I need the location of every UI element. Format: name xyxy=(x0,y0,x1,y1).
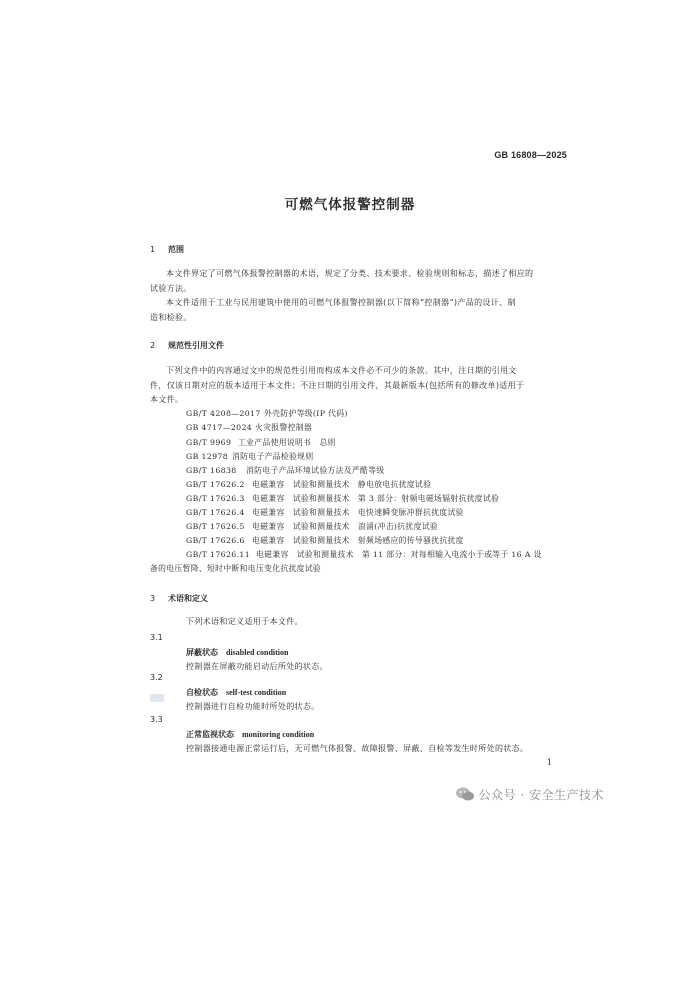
watermark-text: 公众号 · 安全生产技术 xyxy=(478,788,604,802)
section-title: 规范性引用文件 xyxy=(168,341,224,350)
section-1-heading xyxy=(150,244,184,255)
text-line: 造和检验。 xyxy=(150,312,192,322)
section-number: 3 xyxy=(150,594,156,603)
reference-title: 电磁兼容 试验和测量技术 电快速瞬变脉冲群抗扰度试验 xyxy=(252,508,464,517)
reference-title: 电磁兼容 试验和测量技术 第 11 部分：对每相输入电流小于或等于 16 A 设 xyxy=(256,550,542,559)
reference-title: 电磁兼容 试验和测量技术 射频场感应的传导骚扰抗扰度 xyxy=(252,536,464,545)
reference-title: 火灾报警控制器 xyxy=(255,423,313,432)
reference-code: GB/T 9969 xyxy=(186,438,232,447)
reference-item xyxy=(186,422,312,433)
watermark xyxy=(455,786,604,805)
term-chinese: 屏蔽状态 xyxy=(186,648,218,657)
term-english: disabled condition xyxy=(226,648,289,657)
term-english: monitoring condition xyxy=(242,730,315,739)
reference-title: 电磁兼容 试验和测量技术 浪涌(冲击)抗扰度试验 xyxy=(252,522,439,531)
term-chinese: 自检状态 xyxy=(186,688,218,697)
scope-paragraph-2 xyxy=(150,296,570,325)
reference-code: GB 12978 xyxy=(186,452,229,461)
reference-item xyxy=(186,507,464,518)
term-definition: 控制器进行自检功能时所处的状态。 xyxy=(186,702,320,711)
term-chinese: 正常监视状态 xyxy=(186,730,234,739)
reference-item xyxy=(186,408,348,419)
reference-item xyxy=(186,521,438,532)
term-heading xyxy=(186,687,286,698)
term-number: 3.3 xyxy=(150,715,163,724)
reference-title: 工业产品使用说明书 总则 xyxy=(238,438,336,447)
text-line: 下列文件中的内容通过文中的规范性引用而构成本文件必不可少的条款。其中，注日期的引用文 xyxy=(166,366,517,375)
term-english: self-test condition xyxy=(226,688,287,697)
document-title: 可燃气体报警控制器 xyxy=(284,197,416,213)
term-definition: 控制器在屏蔽功能启动后所处的状态。 xyxy=(186,662,328,671)
reference-title: 消防电子产品环境试验方法及严酷等级 xyxy=(246,466,385,475)
text-line: 本文件界定了可燃气体报警控制器的术语，规定了分类、技术要求、检验规则和标志，描述了相应的 xyxy=(166,269,534,278)
section-number: 1 xyxy=(150,245,156,254)
term-heading xyxy=(186,647,288,658)
section-number: 2 xyxy=(150,341,156,350)
section-3-heading xyxy=(150,593,208,604)
reference-code: GB/T 17626.3 xyxy=(186,494,245,503)
wechat-icon xyxy=(455,786,475,805)
reference-code: GB/T 16838 xyxy=(186,466,237,475)
reference-title: 电磁兼容 试验和测量技术 静电放电抗扰度试验 xyxy=(252,480,432,489)
margin-mark-icon xyxy=(150,688,164,698)
reference-item xyxy=(186,451,313,462)
term-heading xyxy=(186,729,314,740)
section-2-heading xyxy=(150,340,224,351)
reference-item xyxy=(186,479,431,490)
text-line: 本文件。 xyxy=(150,395,184,404)
reference-title: 外壳防护等级(IP 代码) xyxy=(264,409,348,418)
reference-code: GB/T 17626.11 xyxy=(186,550,251,559)
terms-intro: 下列术语和定义适用于本文件。 xyxy=(186,617,303,626)
text-line: 本文件适用于工业与民用建筑中使用的可燃气体报警控制器(以下简称“控制器”)产品的设计、制 xyxy=(166,298,516,307)
reference-code: GB 4717—2024 xyxy=(186,423,253,432)
normative-intro xyxy=(150,364,570,408)
standard-number: GB 16808—2025 xyxy=(494,150,567,160)
reference-title: 消防电子产品检验规则 xyxy=(232,452,314,461)
text-line: 试验方法。 xyxy=(150,283,192,293)
page-number: 1 xyxy=(546,758,552,767)
reference-item xyxy=(186,549,542,560)
text-line: 件，仅该日期对应的版本适用于本文件；不注日期的引用文件，其最新版本(包括所有的修改单)适用于 xyxy=(150,380,525,390)
term-definition: 控制器接通电源正常运行后，无可燃气体报警、故障报警、屏蔽、自检等发生时所处的状态。 xyxy=(186,744,529,753)
reference-continuation: 备的电压暂降、短时中断和电压变化抗扰度试验 xyxy=(150,564,322,573)
reference-code: GB/T 17626.6 xyxy=(186,536,245,545)
term-number: 3.2 xyxy=(150,673,163,682)
reference-item xyxy=(186,437,336,448)
reference-title: 电磁兼容 试验和测量技术 第 3 部分：射频电磁场辐射抗扰度试验 xyxy=(252,494,500,503)
reference-item xyxy=(186,535,464,546)
section-title: 术语和定义 xyxy=(168,594,208,603)
reference-item xyxy=(186,465,385,476)
term-number: 3.1 xyxy=(150,633,163,642)
section-title: 范围 xyxy=(168,245,184,254)
scope-paragraph-1 xyxy=(150,267,570,296)
reference-item xyxy=(186,493,499,504)
reference-code: GB/T 4208—2017 xyxy=(186,409,261,418)
reference-code: GB/T 17626.5 xyxy=(186,522,245,531)
reference-code: GB/T 17626.2 xyxy=(186,480,245,489)
reference-code: GB/T 17626.4 xyxy=(186,508,245,517)
